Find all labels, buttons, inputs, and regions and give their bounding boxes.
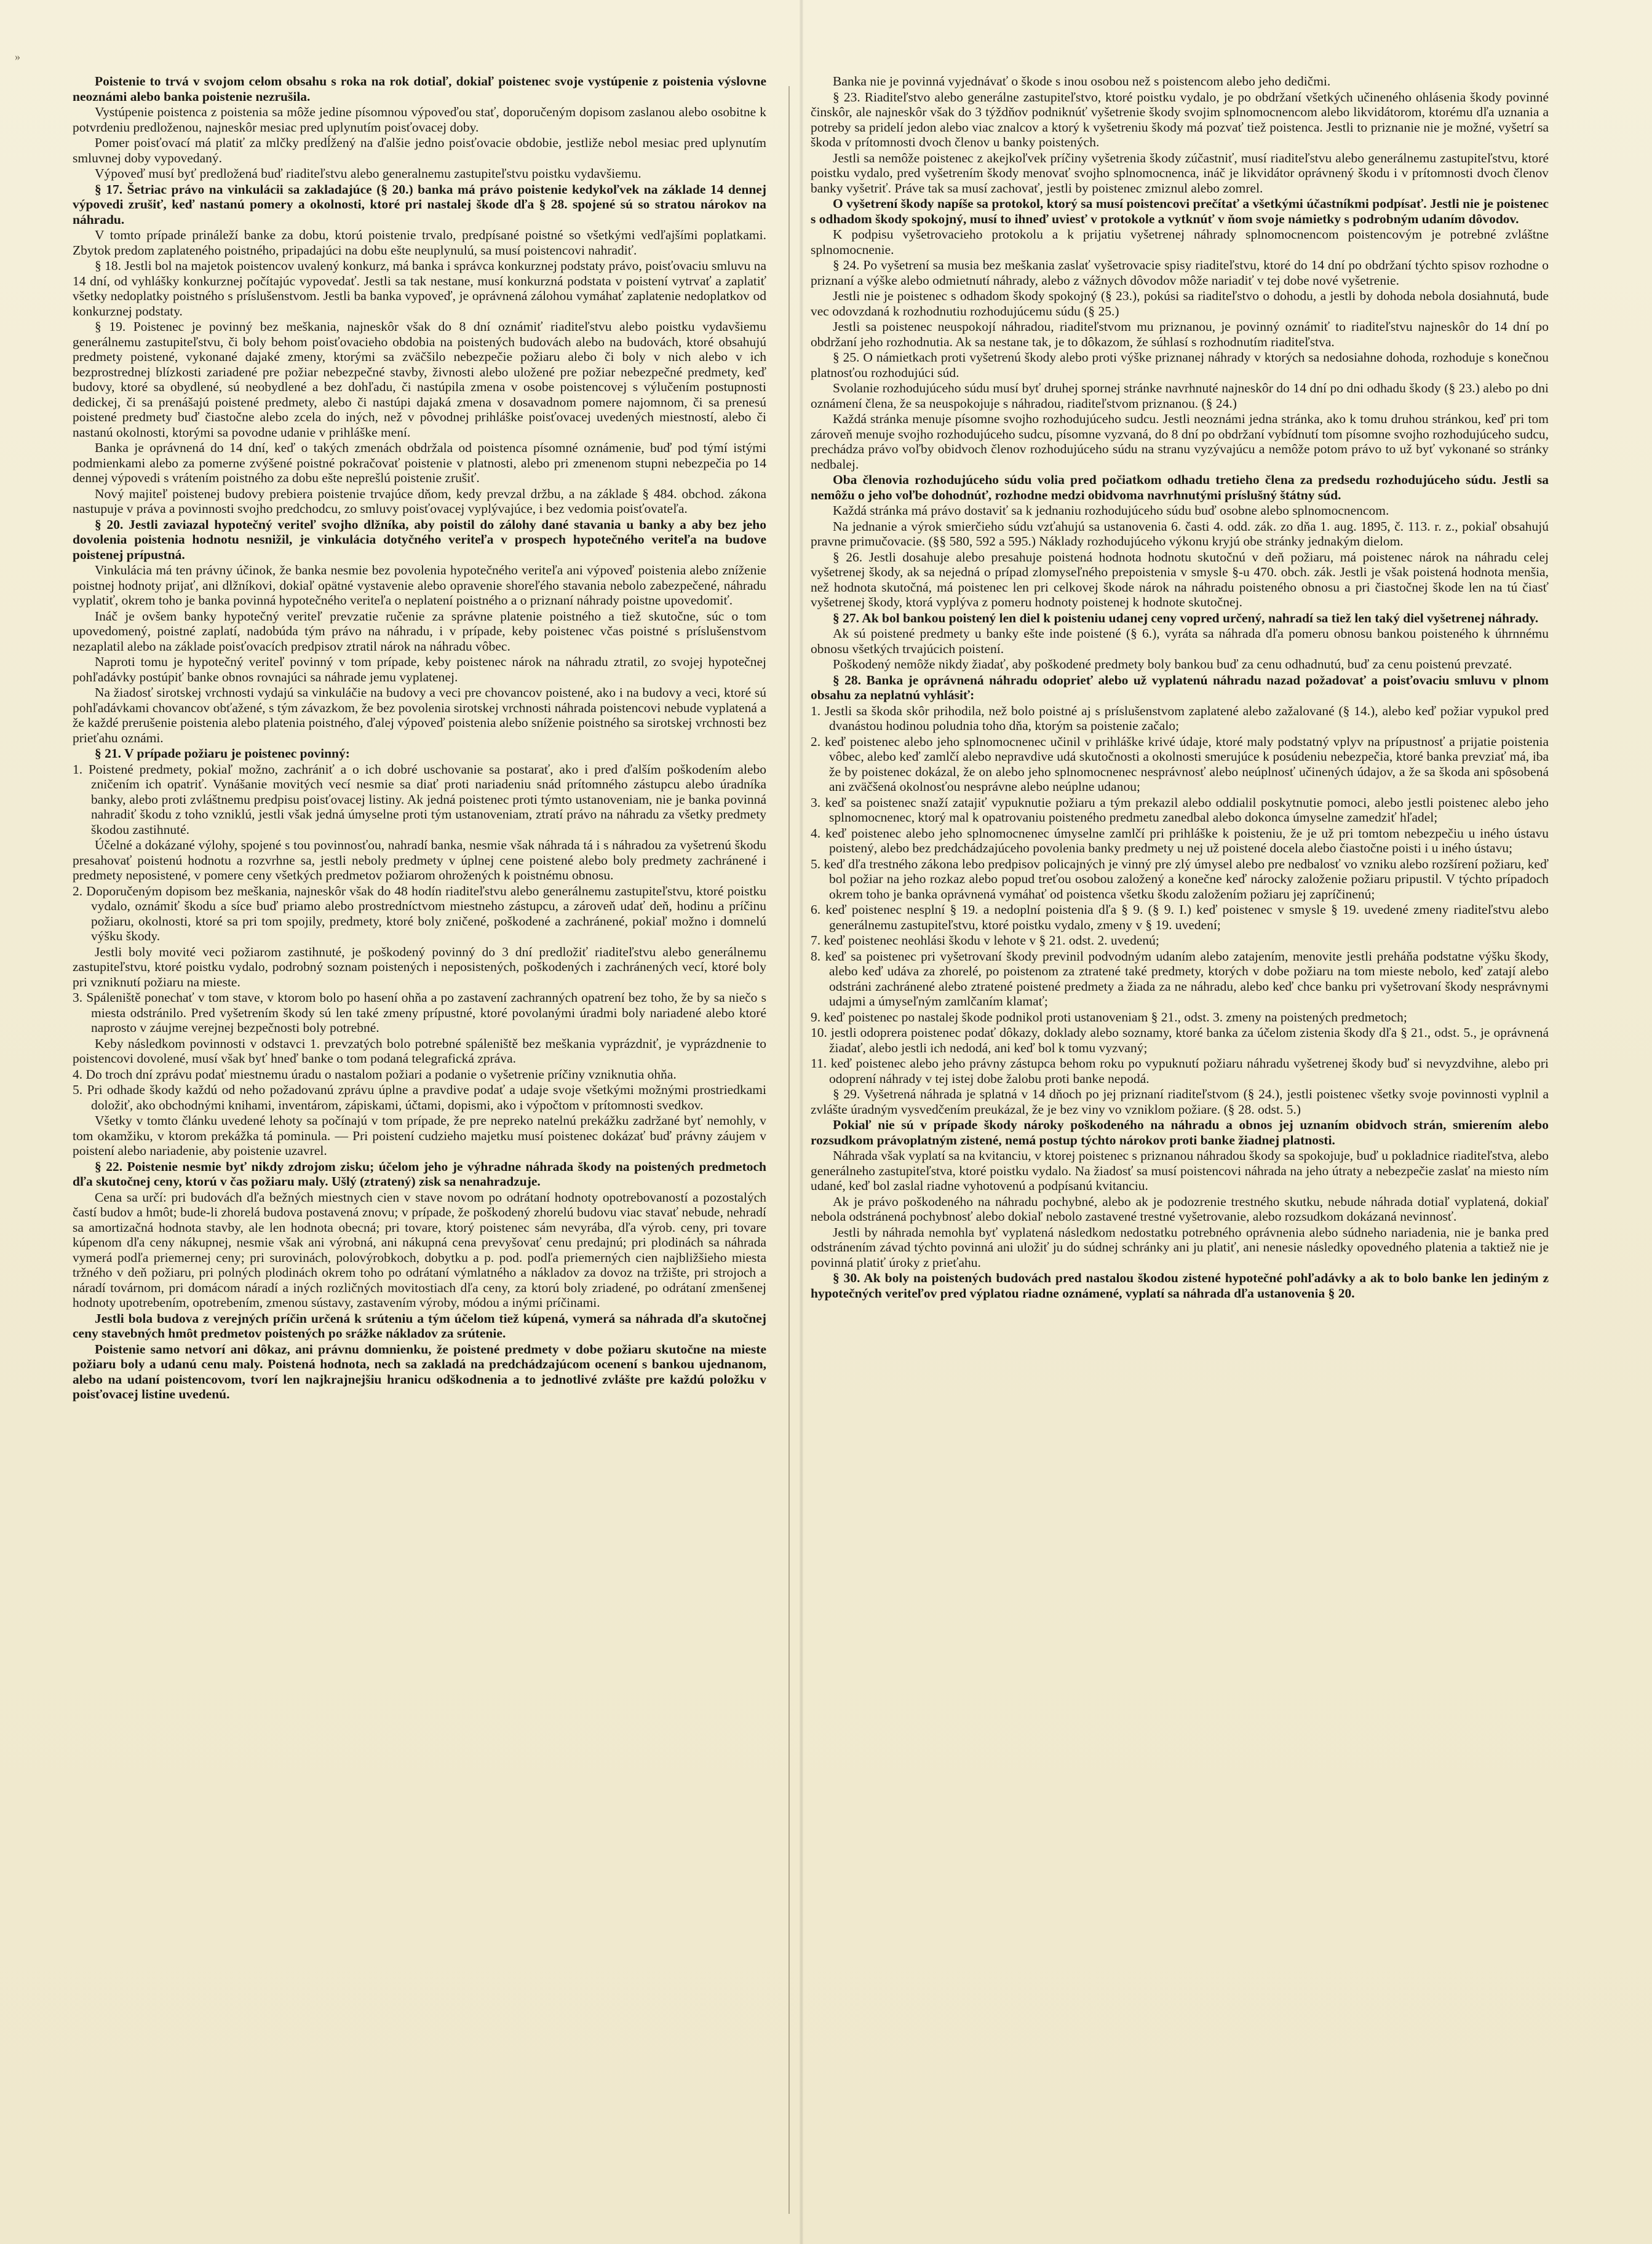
paragraph: Naproti tomu je hypotečný veriteľ povinný v tom prípade, keby poistenec nárok na náhradu ztratil, zo svojej hypotečnej pohľadávky postúpiť banke obnos rovnajúci sa náhrade jemu vyplatenej. bbox=[73, 654, 766, 684]
paragraph: Jestli boly movité veci požiarom zastihnuté, je poškodený povinný do 3 dní predložiť riaditeľstvu alebo generálnemu zastupiteľstvu, ktoré poistku vydalo, podrobný soznam poistených i neposistených, poškodených i zachránených vecí, ktoré boly pri vzniknutí požiaru na mieste. bbox=[73, 944, 766, 989]
paragraph: § 30. Ak boly na poistených budovách pred nastalou škodou zistené hypotečné pohľadávky a ak to bolo banke len jediným z hypotečných veriteľov pred výplatou riadne oznámené, vyplatí sa náhrada dľa ustanovenia § 20. bbox=[811, 1271, 1549, 1301]
list-item: 5. Pri odhade škody každú od neho požadovanú zprávu úplne a pravdive podať a udaje svoje všetkými možnými prostriedkami doložiť, ako obchodnými knihami, inventárom, zápiskami, účtami, dopismi, ako i výpočtom v prítomnosti svedkov. bbox=[73, 1082, 766, 1112]
paragraph: Každá stránka menuje písomne svojho rozhodujúceho sudcu. Jestli neoznámi jedna stránka, ako k tomu druhou stránkou, keď pri tom zároveň menuje svojho rozhodujúceho sudcu, písomne vyzvaná, do 8 dní po obdržaní vybídnutí tom písomne svojho rozhodujúceho sudcu, prechádza právo voľby obidvoch členov rozhodujúceho súdu na stranu vyzývajúcu a nemôže potom právo to už byť vykonané so stránky nedbalej. bbox=[811, 411, 1549, 472]
list-item: 4. Do troch dní zprávu podať miestnemu úradu o nastalom požiari a podanie o vyšetrenie príčiny vzniknutia ohňa. bbox=[73, 1066, 677, 1082]
list-item: 1. Jestli sa škoda skôr prihodila, než bolo poistné aj s príslušenstvom zaplatené alebo zažalované (§ 14.), alebo keď požiar vypukol pred dvanástou hodinou poludnia toho dňa, ktorým sa poistenie začalo; bbox=[811, 703, 1549, 733]
paragraph: Banka nie je povinná vyjednávať o škode s inou osobou než s poistencom alebo jeho dedičmi. bbox=[833, 74, 1331, 89]
paper-fold bbox=[800, 0, 803, 2244]
paragraph: Nový majiteľ poistenej budovy prebiera poistenie trvajúce dňom, kedy prevzal držbu, a na základe § 484. obchod. zákona nastupuje v práva a povinnosti svojho predchodcu, zo smluvy poisťovacej vyplývajúce, i bez vedomia poisťovateľa. bbox=[73, 486, 766, 516]
paragraph: Ináč je ovšem banky hypotečný veriteľ prevzatie ručenie za správne platenie poistného a tiež skutočne, súc o tom upovedomený, poistné zaplatí, nadobúda tým právo na náhradu, i v prípade, keby poistenec včas poistné s príslušenstvom nezaplatil alebo na základe poisťovacích predpisov ztratil nárok na náhradu vôbec. bbox=[73, 608, 766, 654]
paragraph: § 23. Riaditeľstvo alebo generálne zastupiteľstvo, ktoré poistku vydalo, je po obdržaní všetkých učineného ohlásenia škody povinné činskôr, ale najneskôr však do 3 týždňov podniknúť vyšetrenie škody svojim splnomocnencom alebo likvidátorom, ktorému dľa uznania a potreby sa pridelí jedon alebo viac znalcov a ktorý k vyšetreniu škody má pozvať tiež poistenca. Jestli to priznanie nie je možné, vyšetrí sa škoda v prítomnosti dvoch členov u banky poistených. bbox=[811, 89, 1549, 149]
paragraph: Pokiaľ nie sú v prípade škody nároky poškodeného na náhradu a obnos jej uznaním obidvoch strán, smierením alebo rozsudkom právoplatným zistené, nemá postup týchto nárokov proti banke žiadnej platnosti. bbox=[811, 1117, 1549, 1148]
paragraph: K podpisu vyšetrovacieho protokolu a k prijatiu vyšetrenej náhrady splnomocnencom poistencovým je potrebné zvláštne splnomocnenie. bbox=[811, 227, 1549, 257]
paragraph: Jestli bola budova z verejných príčin určená k srúteniu a tým účelom tiež kúpená, vymerá sa náhrada dľa skutočnej ceny stavebných hmôt predmetov poistených po srážke nákladov za srútenie. bbox=[73, 1310, 766, 1341]
paragraph: Keby následkom povinnosti v odstavci 1. prevzatých bolo potrebné spáleniště bez meškania vyprázdniť, je vyprázdnenie to poistencovi dovolené, musí však byť hneď banke o tom podaná telegrafická zpráva. bbox=[73, 1036, 766, 1066]
paragraph: Jestli sa nemôže poistenec z akejkoľvek príčiny vyšetrenia škody zúčastniť, musí riaditeľstvu alebo generálnemu zastupiteľstvu, ktoré poistku vydalo, pred vyšetrením škody menovať svojho splnomocnenca, ináč je likvidátor oprávnený škodu i v prítomnosti dvoch členov banky vyšetriť. Práve tak sa musí zachovať, jestli by poistenec zmiznul alebo zomrel. bbox=[811, 150, 1549, 196]
paragraph: Poistenie samo netvorí ani dôkaz, ani právnu domnienku, že poistené predmety v dobe požiaru skutočne na mieste požiaru boly a udanú cenu maly. Poistená hodnota, nech sa zakladá na predchádzajúcom ocenení s bankou ujednanom, alebo na udaní poistencovom, tvorí len najkrajnejšiu hranicu odškodnenia a to jednotlivé zvlášte pre každú položku v poisťovacej listine uvedenú. bbox=[73, 1341, 766, 1402]
paragraph: § 18. Jestli bol na majetok poistencov uvalený konkurz, má banka i správca konkurznej podstaty právo, poisťovaciu smluvu na 14 dní, od vyhlášky konkurznej počítajúc vypovedať. Jestli sa tak nestane, musí konkurzná podstata v poistení vytrvať a zaplatiť všetky nedoplatky poistného s príslušenstvom. Jestli ba banka vypoveď, je oprávnená zálohou vymáhať zaplatenie nedoplatkov od konkurznej podstaty. bbox=[73, 258, 766, 319]
right-column bbox=[811, 74, 1549, 2208]
column-divider bbox=[788, 86, 790, 2214]
paragraph: Ak je právo poškodeného na náhradu pochybné, alebo ak je podozrenie trestného skutku, nebude náhrada dotiaľ vyplatená, dokiaľ nebola odstránená pochybnosť alebo dokiaľ nebolo zastavené trestné vyšetrovanie, alebo rozsudkom dokázaná nevinnosť. bbox=[811, 1194, 1549, 1224]
paragraph: Náhrada však vyplatí sa na kvitanciu, v ktorej poistenec s priznanou náhradou škody sa spokojuje, buď u pokladnice riaditeľstva, alebo generálneho zastupiteľstva, ktoré poistku vydalo. Na žiadosť sa musí poistencovi náhrada na jeho útraty a nebezpečie zaslať na miesto ním udané, keď bol zaslal riadne vyhotovenú a podpísanú kvitanciu. bbox=[811, 1148, 1549, 1193]
paragraph: Vystúpenie poistenca z poistenia sa môže jedine písomnou výpoveďou stať, doporučeným dopisom zaslanou alebo osobitne k potvrdeniu predloženou, najneskôr mesiac pred uplynutím poisťovacej doby. bbox=[73, 105, 766, 135]
paragraph: Jestli nie je poistenec s odhadom škody spokojný (§ 23.), pokúsi sa riaditeľstvo o dohodu, a jestli by dohoda nebola dosiahnutá, bude vec odovzdaná k rozhodnutiu rozhodujúcemu súdu (§ 25.) bbox=[811, 288, 1549, 319]
list-item: 10. jestli odoprera poistenec podať dôkazy, doklady alebo soznamy, ktoré banka za účelom zistenia škody dľa § 21., odst. 5., je oprávnená žiadať, alebo jestli ich nedodá, ani keď bol k tomu vyzvaný; bbox=[811, 1025, 1549, 1055]
paragraph: § 21. V prípade požiaru je poistenec povinný: bbox=[95, 746, 350, 761]
paragraph: § 28. Banka je oprávnená náhradu odoprieť alebo už vyplatenú náhradu nazad požadovať a poisťovaciu smluvu v plnom obsahu za neplatnú vyhlásiť: bbox=[811, 672, 1549, 702]
paragraph: Svolanie rozhodujúceho súdu musí byť druhej spornej stránke navrhnuté najneskôr do 14 dní po dni odhadu škody (§ 23.) alebo po dni oznámení člena, že sa neuspokojuje s náhradou, riaditeľstvom priznanou. (§ 24.) bbox=[811, 381, 1549, 411]
list-item: 2. Doporučeným dopisom bez meškania, najneskôr však do 48 hodín riaditeľstvu alebo generálnemu zastupiteľstvu, ktoré poistku vydalo, oznámiť škodu a síce buď priamo alebo prostredníctvom miestneho zástupcu, a zároveň udať deň, hodinu a príčinu požiaru, okolnosti, ktoré sa pri tom spojily, predmety, ktoré boly zničené, poškodené a zachránené, pokiaľ možno i domnelú výšku škody. bbox=[73, 883, 766, 943]
paragraph: Výpoveď musí byť predložená buď riaditeľstvu alebo generalnemu zastupiteľstvu poistku vydavšiemu. bbox=[95, 166, 641, 181]
list-item: 6. keď poistenec nesplní § 19. a nedoplní poistenia dľa § 9. (§ 9. I.) keď poistenec v smysle § 19. uvedené zmeny riaditeľstvu alebo generálnemu zastupiteľstvu, ktoré poistku vydalo, zmeny v § 19. uvedení; bbox=[811, 902, 1549, 932]
list-item: 7. keď poistenec neohlási škodu v lehote v § 21. odst. 2. uvedenú; bbox=[811, 933, 1159, 948]
paragraph: § 17. Šetriac právo na vinkulácii sa zakladajúce (§ 20.) banka má právo poistenie kedykoľvek na základe 14 dennej výpovedi zrušiť, keď nastanú pomery a okolnosti, ktoré pri nastalej škode dľa § 28. spojené sú so stratou nárokov na náhradu. bbox=[73, 181, 766, 227]
list-item: 3. keď sa poistenec snaží zatajiť vypuknutie požiaru a tým prekazil alebo oddialil poskytnutie pomoci, alebo jestli poistenec alebo jeho splnomocnenec, ktorý mal k opatrovaniu poisteného predmetu zanedbal alebo dokonca úmyselne zamedziť hľadel; bbox=[811, 795, 1549, 825]
paragraph: Každá stránka má právo dostaviť sa k jednaniu rozhodujúceho súdu buď osobne alebo splnomocnencom. bbox=[833, 503, 1389, 518]
paragraph: § 19. Poistenec je povinný bez meškania, najneskôr však do 8 dní oznámiť riaditeľstvu alebo poistku vydavšiemu generálnemu zastupiteľstvu, či boly behom poisťovacieho obdobia na poistených budovách alebo na budovách, ktoré obsahujú predmety poistené, vykonané dajaké zmeny, ktorými sa zväčšilo nebezpečie požiaru alebo či boly v nich alebo v ich bezprostrednej blízkosti zariadené pre požiar nebezpečné stavby, živnosti alebo uložené pre požiar nebezpečné predmety, keď budovy, ktoré sa obydlené, sú neobydlené a bez dohľadu, či nastúpila zmena v osobe poistencovej s výlučením postupnosti dedickej, či sa prenášajú poistené predmety, alebo či nastúpi dajaká zmena v dosavadnom pomere najomnom, či sa prenesú poistené predmety buď čiastočne alebo zcela do iných, než v pôvodnej prihláške poisťovacej uvedených miestností, alebo či nastanú okolnosti, ktorými sa povodne udanie v prihláške mení. bbox=[73, 319, 766, 440]
paragraph: § 25. O námietkach proti vyšetrenú škody alebo proti výške priznanej náhrady v ktorých sa nedosiahne dohoda, rozhoduje s konečnou platnosťou rozhodujúci súd. bbox=[811, 350, 1549, 380]
paragraph: § 26. Jestli dosahuje alebo presahuje poistená hodnota hodnotu skutočnú v deň požiaru, má poistenec nárok na náhradu celej vyšetrenej škody, ak sa nejedná o prípad zlomyseľného prepoistenia v smysle §-u 470. obch. zák. Jestli je však poistená hodnota menšia, než hodnota skutočná, má poistenec len pri celkovej škode nárok na náhradu poisteného obnosu a pri čiastočnej škode len na tú čiasť vyšetrenej škody, ktorá vyplýva z pomeru hodnoty poistenej k hodnote skutočnej. bbox=[811, 549, 1549, 609]
paragraph: Všetky v tomto článku uvedené lehoty sa počínajú v tom prípade, že pre nepreko natelnú prekážku zadržané byť nemohly, v tom okamžiku, v ktorom prekážka tá pominula. — Pri poistení cudzieho majetku musí poistenec dokázať buď právny záujem v poistení alebo nariadenie, aby poistenie uzavrel. bbox=[73, 1113, 766, 1158]
paragraph: § 29. Vyšetrená náhrada je splatná v 14 dňoch po jej priznaní riaditeľstvom (§ 24.), jestli poistenec všetky svoje povinnosti vyplnil a zvlášte úradným vysvedčením preukázal, že je bez viny vo vzniklom požiare. (§ 28. odst. 5.) bbox=[811, 1087, 1549, 1117]
paragraph: § 20. Jestli zaviazal hypotečný veriteľ svojho dlžníka, aby poistil do zálohy dané stavania u banky a aby bez jeho dovolenia poistenia hodnotu nesnižil, je vinkulácia dotyčného veriteľa v prospech hypotečného veriteľa na budove poistenej prípustná. bbox=[73, 517, 766, 562]
corner-mark: » bbox=[15, 50, 20, 63]
paragraph: Jestli sa poistenec neuspokojí náhradou, riaditeľstvom mu priznanou, je povinný oznámiť to riaditeľstvu najneskôr do 14 dní po obdržaní jeho rozhodnutia. Ak sa nestane tak, je to dôkazom, že súhlasí s rozhodnutím riaditeľstva. bbox=[811, 319, 1549, 349]
paragraph: § 22. Poistenie nesmie byť nikdy zdrojom zisku; účelom jeho je výhradne náhrada škody na poistených predmetoch dľa skutočnej ceny, ktorú v čas požiaru maly. Ušlý (ztratený) zisk sa nenahradzuje. bbox=[73, 1159, 766, 1189]
paragraph: Oba členovia rozhodujúceho súdu volia pred počiatkom odhadu tretieho člena za predsedu rozhodujúceho súdu. Jestli sa nemôžu o jeho voľbe dohodnúť, rozhodne medzi obidvoma navrhnutými príslušný štátny súd. bbox=[811, 472, 1549, 502]
paragraph: Cena sa určí: pri budovách dľa bežných miestnych cien v stave novom po odrátaní hodnoty opotrebovaností a pozostalých častí budov a hmôt; bude-li zhorelá budova postavená znovu; v prípade, že poškodený zhorelú budovu viac stavať nebude, nehradí sa amortizačná hodnota stavby, ale len hodnota obecná; pri tovare, ktorý poistenec sám nevyrába, dľa výrob. ceny, pri tovare kúpenom dľa ceny nákupnej, nesmie však ani výrobná, ani nákupná cena prevyšovať cenu predajnú; pri plodinách sa náhrada vymerá podľa priemernej ceny; pri surovinách, polovýrobkoch, dobytku a p. pod. podľa priemerných cien najbližšieho miesta tržného v deň požiaru, pri polných plodinách okrem toho po odrátaní výmlatného a nákladov za dovoz na tržište, pri strojoch a náradí továrnom, pri domácom náradí a iných rozličných movitostiach dľa ceny, za ktorú boly zriadené, po odrátaní zmenšenej hodnoty upotrebením, opotrebením, zmenou sústavy, zastavením výroby, módou a inými príčinami. bbox=[73, 1189, 766, 1310]
paragraph: Poškodený nemôže nikdy žiadať, aby poškodené predmety boly bankou buď za cenu odhadnutú, buď za cenu poistenú prevzaté. bbox=[833, 657, 1512, 672]
paragraph: Jestli by náhrada nemohla byť vyplatená následkom nedostatku potrebného oprávnenia alebo súdneho nariadenia, nie je banka pred odstránením závad týchto povinná ani uložiť ju do súdnej schránky ani ju platiť, ani nenesie následky opovedného platenia a taktiež nie je povinná platiť úroky z prieťahu. bbox=[811, 1224, 1549, 1270]
paragraph: Poistenie to trvá v svojom celom obsahu s roka na rok dotiaľ, dokiaľ poistenec svoje vystúpenie z poistenia výslovne neoznámi alebo banka poistenie nezrušila. bbox=[73, 74, 766, 104]
list-item: 1. Poistené predmety, pokiaľ možno, zachrániť a o ich dobré uschovanie sa postarať, ako i pred ďalším poškodením alebo zničením ich opatriť. Vynášanie movitých vecí nesmie sa diať proti nariadeniu snád prítomného zástupcu alebo úradníka banky, alebo proti zvláštnemu predpisu poisťovacej listiny. Ak jedná poistenec proti týmto ustanoveniam, nie je banka povinná nahradiť škodu z toho vzniklú, jestli však jedná úmyselne proti tým ustanoveniam, ztratí právo na náhradu za všetky predmety škodou zastihnuté. bbox=[73, 761, 766, 837]
list-item: 4. keď poistenec alebo jeho splnomocnenec úmyselne zamlčí pri prihláške k poisteniu, že je už pri tomtom nebezpečiu u iného ústavu poistený, alebo bez predchádzajúceho povolenia banky predmety u nej už poistené docela alebo čiastočne poisti i u iného ústavu; bbox=[811, 825, 1549, 855]
paragraph: Ak sú poistené predmety u banky ešte inde poistené (§ 6.), vyráta sa náhrada dľa pomeru obnosu bankou poisteného k úhrnnému obnosu všetkých trvajúcich poistení. bbox=[811, 626, 1549, 656]
list-item: 8. keď sa poistenec pri vyšetrovaní škody previnil podvodným udaním alebo zatajením, menovite jestli preháňa podstatne výšku škody, alebo keď udáva za zhorelé, po poistenom za ztratené také predmety, ktorých v dobe požiaru na tom mieste nebolo, keď zatají alebo odstráni zachránené alebo ztratené poistené predmety a žiada za ne náhradu, alebo keď chce banku pri vyšetrovaní škody nesprávnymi udajmi a úmyseľným zamlčaním klamať; bbox=[811, 948, 1549, 1009]
left-column bbox=[73, 74, 766, 2208]
paragraph: § 27. Ak bol bankou poistený len diel k poisteniu udanej ceny vopred určený, nahradí sa tiež len taký diel vyšetrenej náhrady. bbox=[833, 610, 1539, 625]
paragraph: Účelné a dokázané výlohy, spojené s tou povinnosťou, nahradí banka, nesmie však náhrada tá i s náhradou za vyšetrenú škodu presahovať poistenú hodnotu a rozvrhne sa, jestli neboly predmety v úplnej cene poistené alebo boly predmety zachránené i predmety neposistené, v pomere ceny všetkých predmetov požiarom ohrožených k poistnému obnosu. bbox=[73, 838, 766, 882]
paragraph: Banka je oprávnená do 14 dní, keď o takých zmenách obdržala od poistenca písomné oznámenie, buď pod týmí istými podmienkami alebo za pomerne zvýšené poistné pokračovať poistenie v platnosti, alebo pri zmenenom stupni nebezpečia po 14 dennej výpovedi s vrátením poistného za dobu ešte neprešlú poistenie zrušiť. bbox=[73, 440, 766, 485]
list-item: 3. Spáleniště ponechať v tom stave, v ktorom bolo po hasení ohňa a po zastavení zachranných opatrení bez toho, že by sa niečo s miesta odstránilo. Pred vyšetrením škody sú len také zmeny prípustné, ktoré povolanými úradmi boly nariadené alebo ktoré naprosto v záujme verejnej bezpečnosti boly potrebné. bbox=[73, 990, 766, 1035]
paragraph: § 24. Po vyšetrení sa musia bez meškania zaslať vyšetrovacie spisy riaditeľstvu, ktoré do 14 dní po obdržaní týchto spisov rozhodne o priznaní a výške alebo odmietnutí náhrady, alebo z vážnych dôvodov môže nariadiť v tej dobe nové vyšetrenie. bbox=[811, 258, 1549, 288]
list-item: 11. keď poistenec alebo jeho právny zástupca behom roku po vypuknutí požiaru náhradu vyšetrenej škody buď si nevyzdvihne, alebo pri odoprení náhrady v tej istej dobe žalobu proti banke nepodá. bbox=[811, 1056, 1549, 1086]
paragraph: O vyšetrení škody napíše sa protokol, ktorý sa musí poistencovi prečítať a všetkými účastníkmi podpísať. Jestli nie je poistenec s odhadom škody spokojný, musí to ihneď uviesť v protokole a vytknúť v ňom svoje námietky s podrobným udaním dôvodov. bbox=[811, 196, 1549, 226]
paragraph: Vinkulácia má ten právny účinok, že banka nesmie bez povolenia hypotečného veriteľa ani výpoveď poistenia alebo zníženie poistnej hodnoty prijať, ani dlžníkovi, dokiaľ opätné vystavenie alebo opravenie shoreľého stavania nebolo zabezpečené, náhradu vyplatiť, okrem toho je banka povinná hypotečného veriteľa o neplatení poistného a o priznaní náhrady poistne upovedomiť. bbox=[73, 563, 766, 608]
paragraph: Pomer poisťovací má platiť za mlčky predĺžený na ďalšie jedno poisťovacie obdobie, jestliže nebol mesiac pred uplynutím smluvnej doby vypovedaný. bbox=[73, 135, 766, 165]
list-item: 9. keď poistenec po nastalej škode podnikol proti ustanoveniam § 21., odst. 3. zmeny na poistených predmetoch; bbox=[811, 1009, 1407, 1025]
paragraph: Na jednanie a výrok smierčieho súdu vzťahujú sa ustanovenia 6. časti 4. odd. zák. zo dňa 1. aug. 1895, č. 113. r. z., pokiaľ obsahujú pravne primučovacie. (§§ 580, 592 a 595.) Náklady rozhodujúceho výkonu kryjú obe stránky jednakým dielom. bbox=[811, 518, 1549, 549]
paragraph: V tomto prípade prináleží banke za dobu, ktorú poistenie trvalo, predpísané poistné so všetkými vedľajšími poplatkami. Zbytok predom zaplateného poistného, pripadajúci na dobu ešte neuplynulú, sa musí poistencovi nahradiť. bbox=[73, 228, 766, 258]
paragraph: Na žiadosť sirotskej vrchnosti vydajú sa vinkuláčie na budovy a veci pre chovancov poistené, ako i na budovy a veci, ktoré sú pohľadávkami chovancov obťažené, s tým závazkom, že bez povolenia sirotskej vrchnosti náhrada poistencovi nebude vyplatená a že každé prerušenie poistenia alebo platenia poistného, ďalej výpoveď poistenia alebo sníženie poistného sa sirotskej vrchnosti bez prieťahu oznámi. bbox=[73, 685, 766, 745]
list-item: 5. keď dľa trestného zákona lebo predpisov policajných je vinný pre zlý úmysel alebo pre nedbalosť vo vzniku alebo rozšírení požiaru, keď bol požiar na jeho rozkaz alebo popud treťou osobou založený a konečne keď nárocky založenie požiaru pripustil. V týchto prípadoch okrem toho je banka oprávnená vymáhať od poistenca všetku škodu založením požiaru jej zapríčinenú; bbox=[811, 856, 1549, 902]
list-item: 2. keď poistenec alebo jeho splnomocnenec učinil v prihláške krivé údaje, ktoré maly podstatný vplyv na prípustnosť a prijatie poistenia vôbec, alebo keď zamlčí alebo nepravdive udá skutočnosti a okolnosti smerujúce k posúdeniu nebezpečia, ktoré banka prevziať má, iba že by poistenec dokázal, že on alebo jeho splnomocnenec nesprávnosť alebo neúplnosť učinených údajov, a že sa škoda ani spôsobená ani zväčšená okolnosťou nesprávne alebo neúplne udanou; bbox=[811, 734, 1549, 794]
